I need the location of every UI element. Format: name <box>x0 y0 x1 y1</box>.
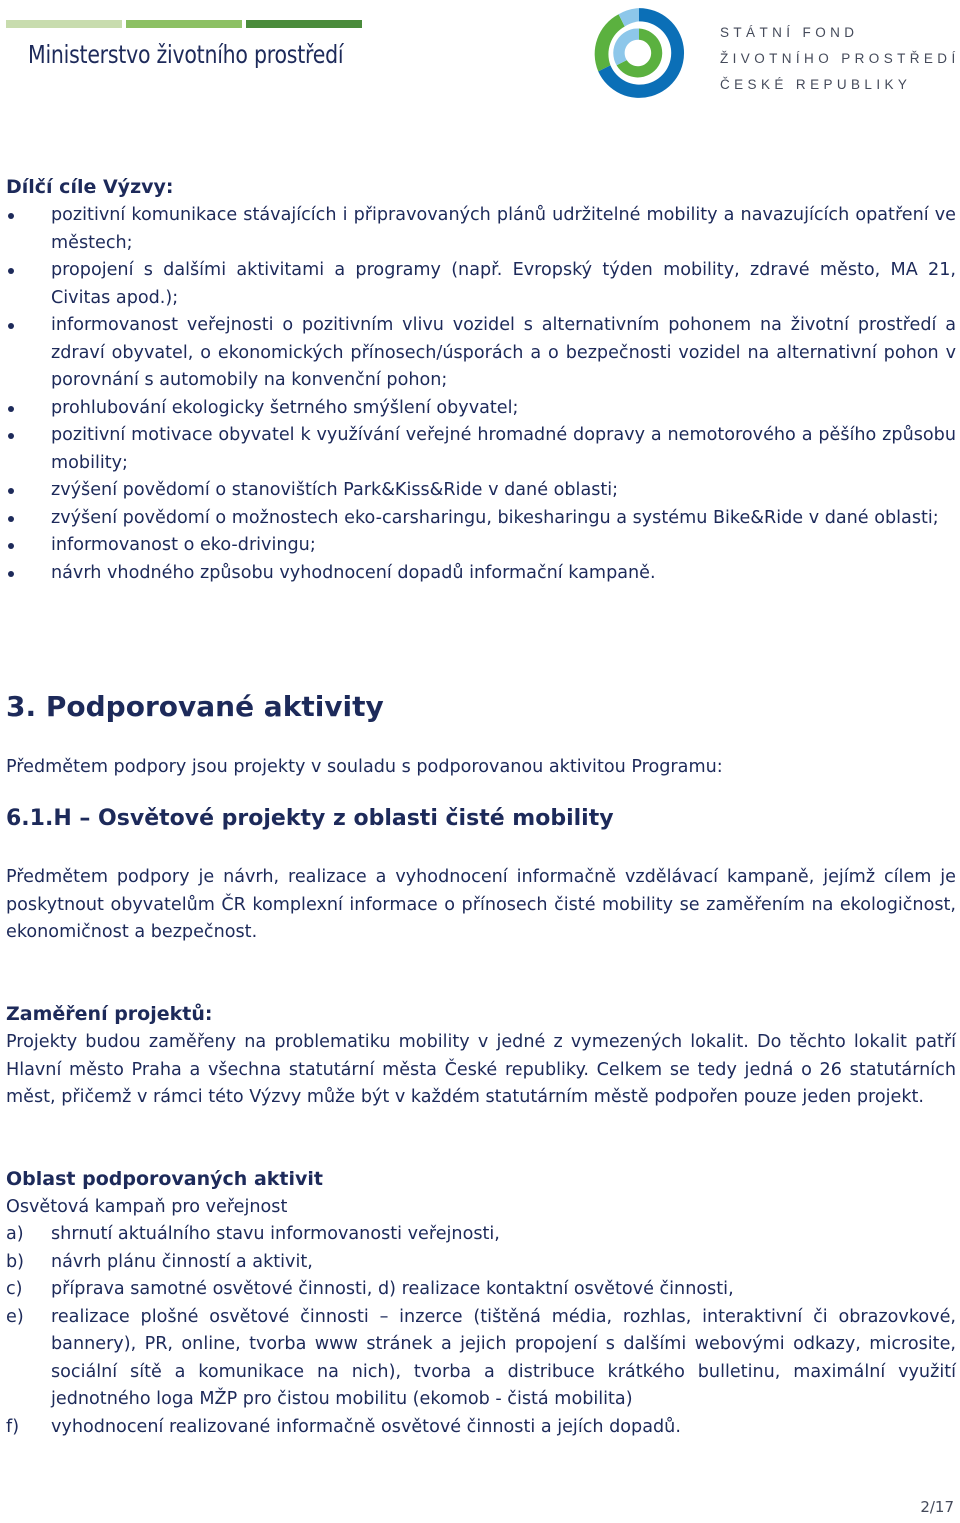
list-item <box>6 1276 956 1304</box>
bar-mid <box>126 20 242 28</box>
list-item: propojení s dalšími aktivitami a programy (např. Evropský týden mobility, zdravé město, MA 21, Civitas apod.); <box>6 257 956 312</box>
fund-name-line: ŽIVOTNÍHO PROSTŘEDÍ <box>720 51 960 66</box>
activities-list <box>6 1221 956 1441</box>
list-item <box>6 1304 956 1414</box>
list-item-text: shrnutí aktuálního stavu informovanosti veřejnosti, <box>51 1224 500 1244</box>
activity-subtitle: 6.1.H – Osvětové projekty z oblasti čisté mobility <box>6 806 614 831</box>
fund-name <box>720 20 960 98</box>
list-item <box>6 1221 956 1249</box>
bar-dark <box>246 20 362 28</box>
list-marker: e) <box>6 1306 24 1327</box>
page-number: 2/17 <box>920 1498 954 1516</box>
list-item: pozitivní komunikace stávajících i připravovaných plánů udržitelné mobility a navazujících opatření ve městech; <box>6 202 956 257</box>
list-item <box>6 1414 956 1442</box>
section-title: 3. Podporované aktivity <box>6 690 384 723</box>
list-item-text: návrh plánu činností a aktivit, <box>51 1251 313 1272</box>
list-marker: b) <box>6 1251 25 1272</box>
list-item: informovanost veřejnosti o pozitivním vlivu vozidel s alternativním pohonem na životní prostředí a zdraví obyvatel, o ekonomických přínosech/úsporách a o bezpečnosti vozidel na alternativní pohon v porovnání s automobily na konvenční pohon; <box>6 312 956 395</box>
ministry-name: Ministerstvo životního prostředí <box>28 40 344 69</box>
list-item: prohlubování ekologicky šetrného smýšlení obyvatel; <box>6 395 956 423</box>
bar-light <box>6 20 122 28</box>
list-item-text: příprava samotné osvětové činnosti, d) realizace kontaktní osvětové činnosti, <box>51 1279 734 1299</box>
list-item: zvýšení povědomí o stanovištích Park&Kiss&Ride v dané oblasti; <box>6 477 956 505</box>
goals-list <box>6 202 956 587</box>
list-item <box>6 1249 956 1277</box>
goals-heading: Dílčí cíle Výzvy: <box>6 176 174 198</box>
list-marker: c) <box>6 1279 23 1299</box>
fund-name-line: STÁTNÍ FOND <box>720 25 859 40</box>
ministry-color-bars <box>6 20 362 28</box>
activities-subheading: Osvětová kampaň pro veřejnost <box>6 1197 288 1217</box>
list-marker: a) <box>6 1224 24 1244</box>
list-item-text: vyhodnocení realizované informačně osvětové činnosti a jejích dopadů. <box>51 1416 681 1437</box>
fund-name-line: ČESKÉ REPUBLIKY <box>720 77 912 92</box>
list-item: zvýšení povědomí o možnostech eko-carsharingu, bikesharingu a systému Bike&Ride v dané oblasti; <box>6 505 956 533</box>
list-marker: f) <box>6 1416 20 1437</box>
list-item: informovanost o eko-drivingu; <box>6 532 956 560</box>
section-intro: Předmětem podpory jsou projekty v souladu s podporovanou aktivitou Programu: <box>6 757 723 777</box>
list-item-text: realizace plošné osvětové činnosti – inzerce (tištěná média, rozhlas, interaktivní či obrazovkové, bannery), PR, online, tvorba www stránek a jejich propojení s dalšími webovými odkazy, microsite, sociální sítě a komunikace na nich), tvorba a distribuce krátkého bulletinu, maximální využití jednotného loga MŽP pro čistou mobilitu (ekomob - čistá mobilita) <box>51 1306 956 1409</box>
focus-paragraph: Projekty budou zaměřeny na problematiku mobility v jedné z vymezených lokalit. Do těchto lokalit patří Hlavní město Praha a všechna statutární města České republiky. Celkem se tedy jedná o 26 statutárních měst, přičemž v rámci této Výzvy může být v každém statutárním městě podpořen pouze jeden projekt. <box>6 1032 956 1107</box>
activities-heading: Oblast podporovaných aktivit <box>6 1168 323 1190</box>
list-item: návrh vhodného způsobu vyhodnocení dopadů informační kampaně. <box>6 560 956 588</box>
activity-paragraph: Předmětem podpory je návrh, realizace a vyhodnocení informačně vzdělávací kampaně, jejímž cílem je poskytnout obyvatelům ČR komplexní informace o přínosech čisté mobility se zaměřením na ekologičnost, ekonomičnost a bezpečnost. <box>6 867 956 942</box>
focus-heading: Zaměření projektů: <box>6 1003 213 1025</box>
sfzp-logo-icon <box>588 2 690 104</box>
list-item: pozitivní motivace obyvatel k využívání veřejné hromadné dopravy a nemotorového a pěšího způsobu mobility; <box>6 422 956 477</box>
